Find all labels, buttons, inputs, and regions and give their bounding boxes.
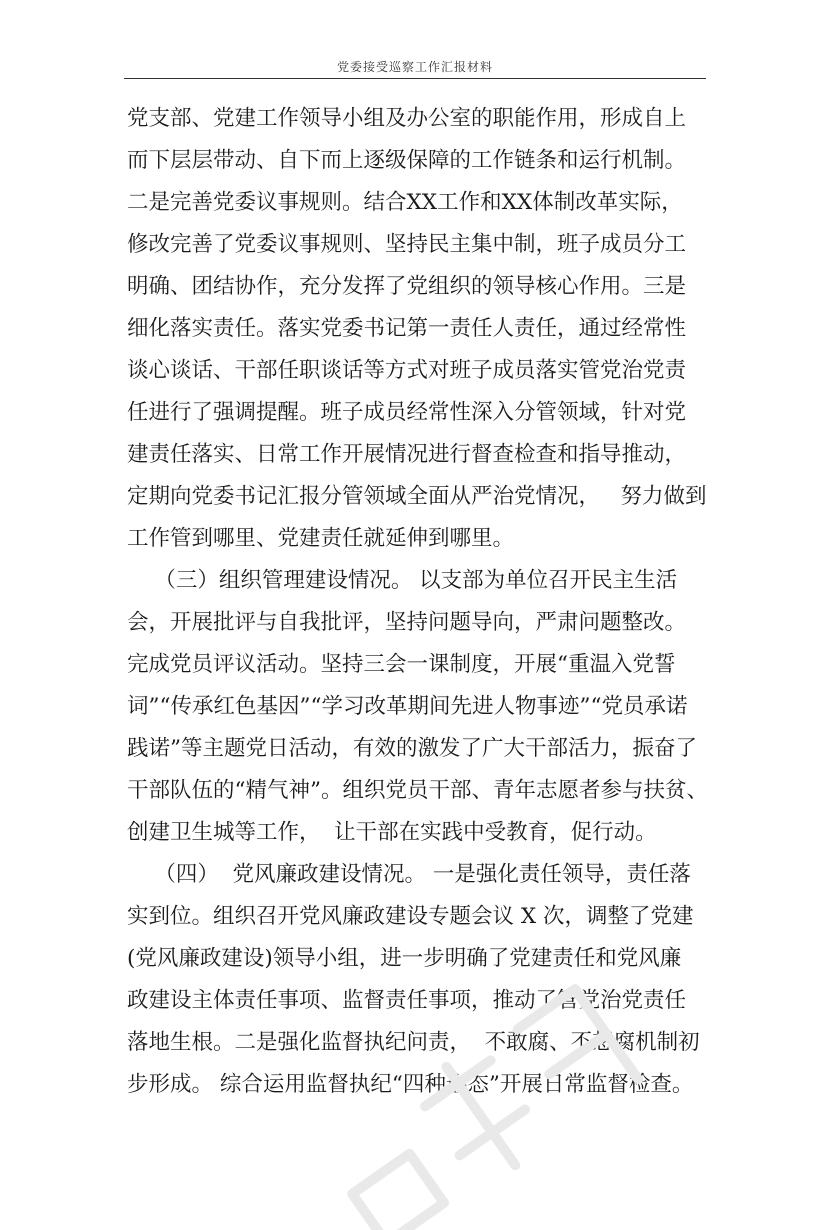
text-line: 细化落实责任。落实党委书记第一责任人责任，通过经常性: [127, 316, 687, 341]
text-line: 任进行了强调提醒。班子成员经常性深入分管领域，针对党: [127, 400, 687, 425]
text-line: 干部队伍的“精气神”。组织党员干部、青年志愿者参与扶贫、: [127, 778, 708, 803]
document-body: [127, 98, 709, 1106]
text-line: 会，开展批评与自我批评，坚持问题导向，严肃问题整改。: [127, 610, 687, 635]
text-line: 定期向党委书记汇报分管领域全面从严治党情况， 努力做到: [127, 484, 707, 509]
text-line: 完成党员评议活动。坚持三会一课制度，开展“重温入党誓: [127, 652, 676, 677]
text-line: 政建设主体责任事项、监督责任事项，推动了管党治党责任: [127, 988, 687, 1013]
text-line: 步形成。 综合运用监督执纪“四种形态”开展日常监督检查。: [127, 1072, 694, 1097]
text-line: 落地生根。二是强化监督执纪问责， 不敢腐、不想腐机制初: [127, 1030, 700, 1055]
text-line: 明确、团结协作，充分发挥了党组织的领导核心作用。三是: [127, 274, 687, 299]
text-line: 建责任落实、日常工作开展情况进行督查检查和指导推动，: [127, 442, 687, 467]
text-line: 践诺”等主题党日活动，有效的激发了广大干部活力，振奋了: [127, 736, 697, 761]
header-title: 党委接受巡察工作汇报材料: [336, 60, 493, 74]
text-line: 工作管到哪里、党建责任就延伸到哪里。: [127, 526, 515, 551]
page-header: [124, 58, 706, 79]
text-line: 创建卫生城等工作， 让干部在实践中受教育，促行动。: [127, 820, 657, 845]
text-line: 实到位。组织召开党风廉政建设专题会议 X 次，调整了党建: [127, 904, 694, 929]
text-line: 谈心谈话、干部任职谈话等方式对班子成员落实管党治党责: [127, 358, 687, 383]
paragraph-party-building: [127, 98, 709, 560]
paragraph-clean-governance: [127, 854, 709, 1106]
text-line: 词”“传承红色基因”“学习改革期间先进人物事迹”“党员承诺: [127, 694, 688, 719]
text-line: 党支部、党建工作领导小组及办公室的职能作用，形成自上: [127, 106, 687, 131]
text-line: 修改完善了党委议事规则、坚持民主集中制，班子成员分工: [127, 232, 687, 257]
text-line: （四） 党风廉政建设情况。 一是强化责任领导，责任落: [127, 862, 691, 887]
text-line: (党风廉政建设)领导小组，进一步明确了党建责任和党风廉: [127, 946, 682, 971]
text-line: （三）组织管理建设情况。 以支部为单位召开民主生活: [127, 568, 678, 593]
text-line: 二是完善党委议事规则。结合XX工作和XX体制改革实际，: [127, 190, 683, 215]
text-line: 而下层层带动、自下而上逐级保障的工作链条和运行机制。: [127, 148, 687, 173]
paragraph-organization-management: [127, 560, 709, 854]
